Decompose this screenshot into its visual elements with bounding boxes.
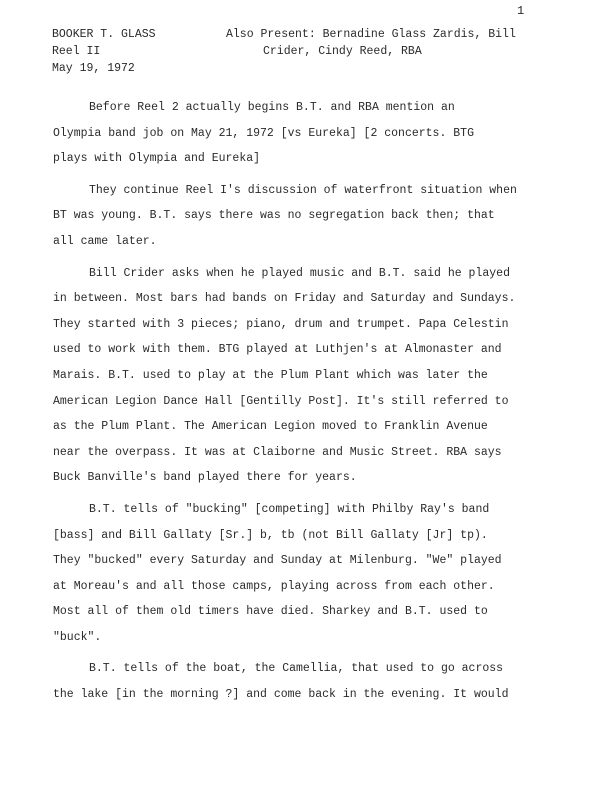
transcript-body — [53, 95, 553, 714]
paragraph-line: Olympia band job on May 21, 1972 [vs Eureka] [2 concerts. BTG — [53, 126, 474, 140]
paragraph — [53, 95, 553, 172]
reel-label: Reel II — [52, 45, 101, 58]
header-right — [226, 26, 516, 60]
paragraph-line: as the Plum Plant. The American Legion moved to Franklin Avenue — [53, 420, 488, 434]
paragraph-line: They continue Reel I's discussion of waterfront situation when — [89, 183, 517, 197]
page-number: 1 — [517, 4, 525, 18]
paragraph — [53, 497, 553, 651]
also-present-line-1: Also Present: Bernadine Glass Zardis, Bill — [226, 28, 516, 41]
interviewee-name: BOOKER T. GLASS — [52, 28, 156, 41]
paragraph-line: in between. Most bars had bands on Friday and Saturday and Sundays. — [53, 292, 516, 306]
paragraph-line: Marais. B.T. used to play at the Plum Plant which was later the — [53, 368, 488, 382]
paragraph-line: B.T. tells of the boat, the Camellia, that used to go across — [89, 662, 504, 676]
paragraph — [53, 261, 553, 491]
paragraph — [53, 656, 553, 707]
paragraph-line: Bill Crider asks when he played music and B.T. said he played — [89, 266, 510, 280]
paragraph-line: the lake [in the morning ?] and come back in the evening. It would — [53, 688, 509, 702]
paragraph-line: BT was young. B.T. says there was no segregation back then; that — [53, 209, 495, 223]
paragraph-line: Before Reel 2 actually begins B.T. and RBA mention an — [89, 101, 455, 114]
also-present-line-2: Crider, Cindy Reed, RBA — [263, 45, 422, 58]
paragraph-line: B.T. tells of "bucking" [competing] with Philby Ray's band — [89, 502, 490, 516]
paragraph — [53, 178, 553, 255]
paragraph-line: near the overpass. It was at Claiborne and Music Street. RBA says — [53, 445, 502, 459]
paragraph-line: They started with 3 pieces; piano, drum and trumpet. Papa Celestin — [53, 317, 509, 331]
paragraph-line: used to work with them. BTG played at Luthjen's at Almonaster and — [53, 343, 502, 357]
header-left — [52, 26, 156, 77]
paragraph-line: They "bucked" every Saturday and Sunday at Milenburg. "We" played — [53, 554, 502, 568]
interview-date: May 19, 1972 — [52, 62, 135, 75]
paragraph-line: "buck". — [53, 630, 102, 644]
paragraph-line: plays with Olympia and Eureka] — [53, 152, 261, 166]
paragraph-line: [bass] and Bill Gallaty [Sr.] b, tb (not Bill Gallaty [Jr] tp). — [53, 528, 488, 542]
paragraph-line: at Moreau's and all those camps, playing across from each other. — [53, 579, 495, 593]
paragraph-line: American Legion Dance Hall [Gentilly Post]. It's still referred to — [53, 394, 509, 408]
paragraph-line: Most all of them old timers have died. Sharkey and B.T. used to — [53, 605, 488, 619]
paragraph-line: all came later. — [53, 234, 157, 248]
paragraph-line: Buck Banville's band played there for years. — [53, 471, 357, 485]
